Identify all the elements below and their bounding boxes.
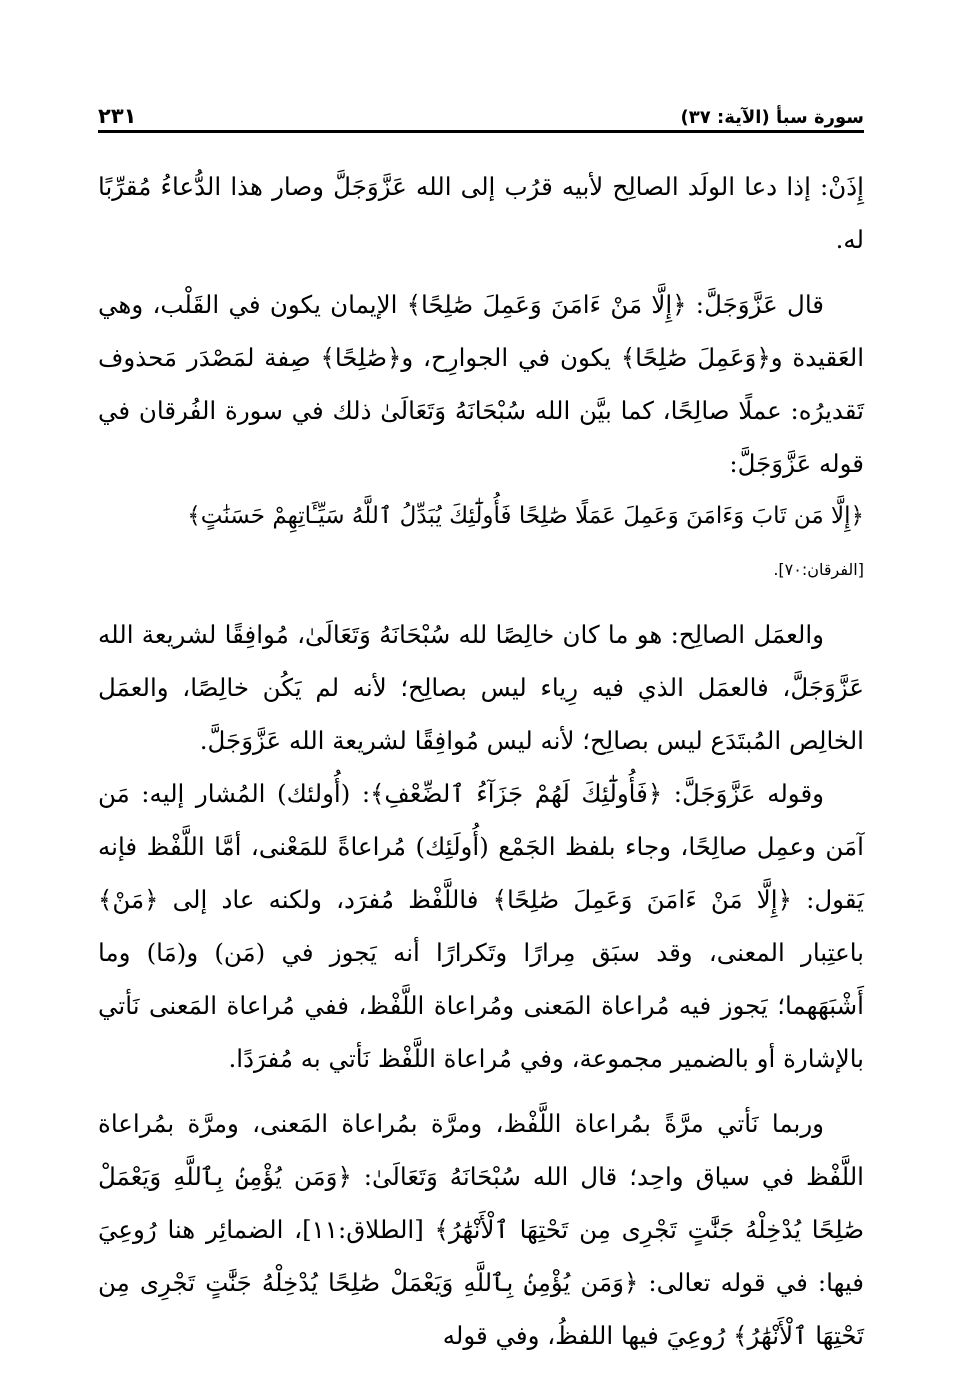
page-number: ٢٣١ <box>98 104 137 128</box>
running-header <box>98 100 864 133</box>
quran-verse: ﴿إِلَّا مَن تَابَ وَءَامَنَ وَعَمِلَ عَمَلًا صَٰلِحًا فَأُولَٰٓئِكَ يُبَدِّلُ ٱللَّهُ سَيِّـَٔاتِهِمْ حَسَنَٰتٍ﴾ <box>187 503 864 529</box>
surah-title: سورة سبأ (الآية: ٣٧) <box>680 107 864 128</box>
paragraph: وربما نَأتي مرَّةً بمُراعاة اللَّفْظ، ومرَّة بمُراعاة المَعنى، ومرَّة بمُراعاة اللَّفْظ في سياق واحِد؛ قال الله سُبْحَانَهُ وَتَعَالَىٰ: ﴿وَمَن يُؤْمِنۢ بِٱللَّهِ وَيَعْمَلْ صَٰلِحًا يُدْخِلْهُ جَنَّٰتٍ تَجْرِى مِن تَحْتِهَا ٱلْأَنْهَٰرُ﴾ [الطلاق:١١]، الضمائِر هنا رُوعِيَ فيها: في قوله تعالى: ﴿وَمَن يُؤْمِنۢ بِٱللَّهِ وَيَعْمَلْ صَٰلِحًا يُدْخِلْهُ جَنَّٰتٍ تَجْرِى مِن تَحْتِهَا ٱلْأَنْهَٰرُ﴾ رُوعِيَ فيها اللفظُ، وفي قوله <box>98 1109 864 1350</box>
paragraph: إِذَنْ: إذا دعا الولَد الصالِح لأبيه قرُب إلى الله عَزَّوَجَلَّ وصار هذا الدُّعاءُ مُقرِّبًا له. <box>98 172 864 254</box>
paragraph: والعمَل الصالِح: هو ما كان خالِصًا لله سُبْحَانَهُ وَتَعَالَىٰ، مُوافِقًا لشريعة الله عَزَّوَجَلَّ، فالعمَل الذي فيه رِياء ليس بصالِح؛ لأنه لم يَكُن خالِصًا، والعمَل الخالِص المُبتَدَع ليس بصالِح؛ لأنه ليس مُوافِقًا لشريعة الله عَزَّوَجَلَّ. <box>98 620 864 755</box>
verse-reference: [الفرقان:٧٠]. <box>773 560 864 579</box>
paragraph: قال عَزَّوَجَلَّ: ﴿إِلَّا مَنْ ءَامَنَ وَعَمِلَ صَٰلِحًا﴾ الإيمان يكون في القَلْب، وهي العَقيدة و﴿وَعَمِلَ صَٰلِحًا﴾ يكون في الجوارِح، و﴿صَٰلِحًا﴾ صِفة لمَصْدَر مَحذوف تَقديرُه: عملًا صالِحًا، كما بيَّن الله سُبْحَانَهُ وَتَعَالَىٰ ذلك في سورة الفُرقان في قوله عَزَّوَجَلَّ: <box>98 290 864 478</box>
paragraph: وقوله عَزَّوَجَلَّ: ﴿فَأُولَٰٓئِكَ لَهُمْ جَزَآءُ ٱلضِّعْفِ﴾: (أُولئك) المُشار إليه: مَن آمَن وعمِل صالِحًا، وجاء بلفظ الجَمْع (أُولَئِك) مُراعاةً للمَعْنى، أمَّا اللَّفْظ فإنه يَقول: ﴿إِلَّا مَنْ ءَامَنَ وَعَمِلَ صَٰلِحًا﴾ فاللَّفْظ مُفرَد، ولكنه عاد إلى ﴿مَنْ﴾ باعتِبار المعنى، وقد سبَق مِرارًا وتَكرارًا أنه يَجوز في (مَن) و(مَا) وما أَشْبَهَهما؛ يَجوز فيه مُراعاة المَعنى ومُراعاة اللَّفْظ، ففي مُراعاة المَعنى نَأتي بالإشارة أو بالضمير مجموعة، وفي مُراعاة اللَّفْظ نَأتي به مُفرَدًا. <box>98 779 864 1073</box>
page-body <box>98 160 864 1362</box>
